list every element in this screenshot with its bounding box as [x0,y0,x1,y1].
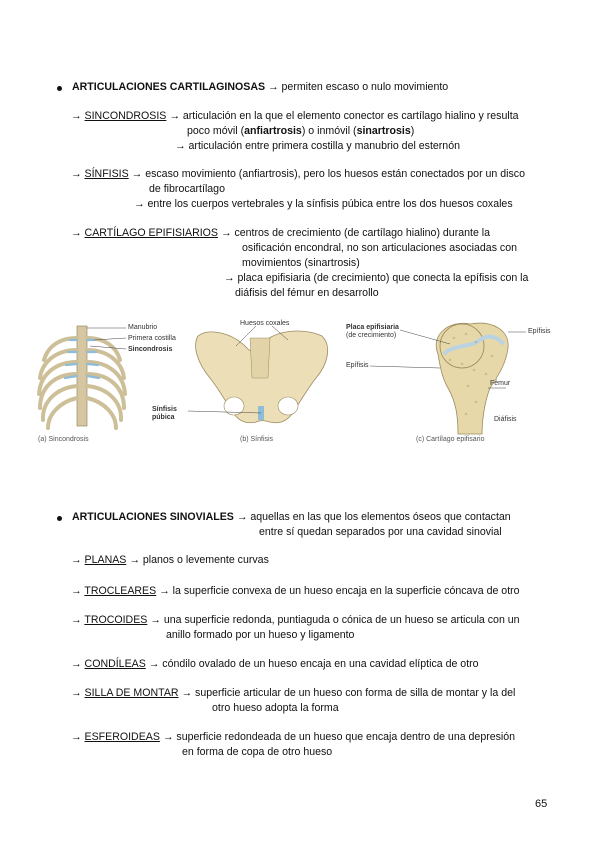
epifisiario-line5: diáfisis del fémur en desarrollo [235,287,379,299]
bullet-cartilaginosas [57,86,62,91]
trocoides-line2: anillo formado por un hueso y ligamento [166,629,355,641]
sinovial-item-condileas: → CONDÍLEAS → cóndilo ovalado de un hueso encaja en una cavidad elíptica de otro [71,658,479,670]
anatomy-figure [30,316,570,448]
epifisiario-line1: → CARTÍLAGO EPIFISIARIOS → centros de crecimiento (de cartílago hialino) durante la [71,227,491,239]
esferoideas-line2: en forma de copa de otro hueso [182,746,333,758]
sinfisis-line1: → SÍNFISIS → escaso movimiento (anfiartrosis), pero los huesos están conectados por un disco [71,168,525,180]
silla-de-montar-line2: otro hueso adopta la forma [212,702,339,714]
epifisiario-line3: movimientos (sinartrosis) [242,257,360,269]
callout-pubica: púbica [152,414,175,421]
sinovial-item-trocoides: → TROCOIDES → una superficie redonda, puntiaguda o cónica de un hueso se articula con un [71,614,520,626]
sinovial-item-trocleares: → TROCLEARES → la superficie convexa de un hueso encaja en la superficie cóncava de otro [71,585,520,597]
callout-epifisis-left: Epífisis [346,362,369,369]
term-cartilago-epifisiarios: CARTÍLAGO EPIFISIARIOS [84,227,218,239]
epifisiario-line4: → placa epifisiaria (de crecimiento) que conecta la epífisis con la [224,272,529,284]
sinovial-item-esferoideas: → ESFEROIDEAS → superficie redondeada de un hueso que encaja dentro de una depresión [71,731,516,743]
sinovial-item-planas: → PLANAS → planos o levemente curvas [71,554,269,566]
sinfisis-line3: → entre los cuerpos vertebrales y la sínfisis púbica entre los dos huesos coxales [134,198,513,210]
callout-de-crecimiento: (de crecimiento) [346,332,397,339]
term-sinfisis: SÍNFISIS [84,168,129,180]
sincondrosis-line1: → SINCONDROSIS → articulación en la que el elemento conector es cartílago hialino y resulta [71,110,519,122]
caption-b: (b) Sínfisis [240,436,274,443]
callout-sincondrosis: Sincondrosis [128,346,173,353]
page-number: 65 [535,798,548,810]
callout-huesos-coxales: Huesos coxales [240,320,290,327]
caption-a: (a) Sincondrosis [38,436,89,443]
term-sincondrosis: SINCONDROSIS [84,110,167,122]
sinovial-item-silla-de-montar: → SILLA DE MONTAR → superficie articular de un hueso con forma de silla de montar y la del [71,687,516,699]
figure-illustrations [30,316,570,448]
callout-sinfisis: Sínfisis [152,406,177,413]
caption-c: (c) Cartílago epifisario [416,436,485,443]
ribcage-illustration [39,326,126,428]
sinoviales-desc-line2: entre sí quedan separados por una cavidad sinovial [259,526,502,538]
sincondrosis-line2: poco móvil (anfiartrosis) o inmóvil (sinartrosis) [187,125,415,137]
epifisiario-line2: osificación encondral, no son articulaciones asociadas con [242,242,518,254]
sinfisis-line2: de fibrocartílago [149,183,225,195]
callout-primera-costilla: Primera costilla [128,335,176,342]
callout-diafisis: Diáfisis [494,416,517,423]
callout-manubrio: Manubrio [128,324,158,331]
pelvis-illustration [188,326,328,423]
callout-placa-epifisiaria: Placa epifisiaria [346,324,399,331]
section-heading-cartilaginosas: ARTICULACIONES CARTILAGINOSAS → permiten escaso o nulo movimiento [72,81,449,93]
callout-femur: Fémur [490,380,511,387]
callout-epifisis-right: Epífisis [528,328,551,335]
section-heading-sinoviales: ARTICULACIONES SINOVIALES → aquellas en las que los elementos óseos que contactan [72,511,511,523]
bullet-sinoviales [57,516,62,521]
sincondrosis-line3: → articulación entre primera costilla y manubrio del esternón [175,140,460,152]
